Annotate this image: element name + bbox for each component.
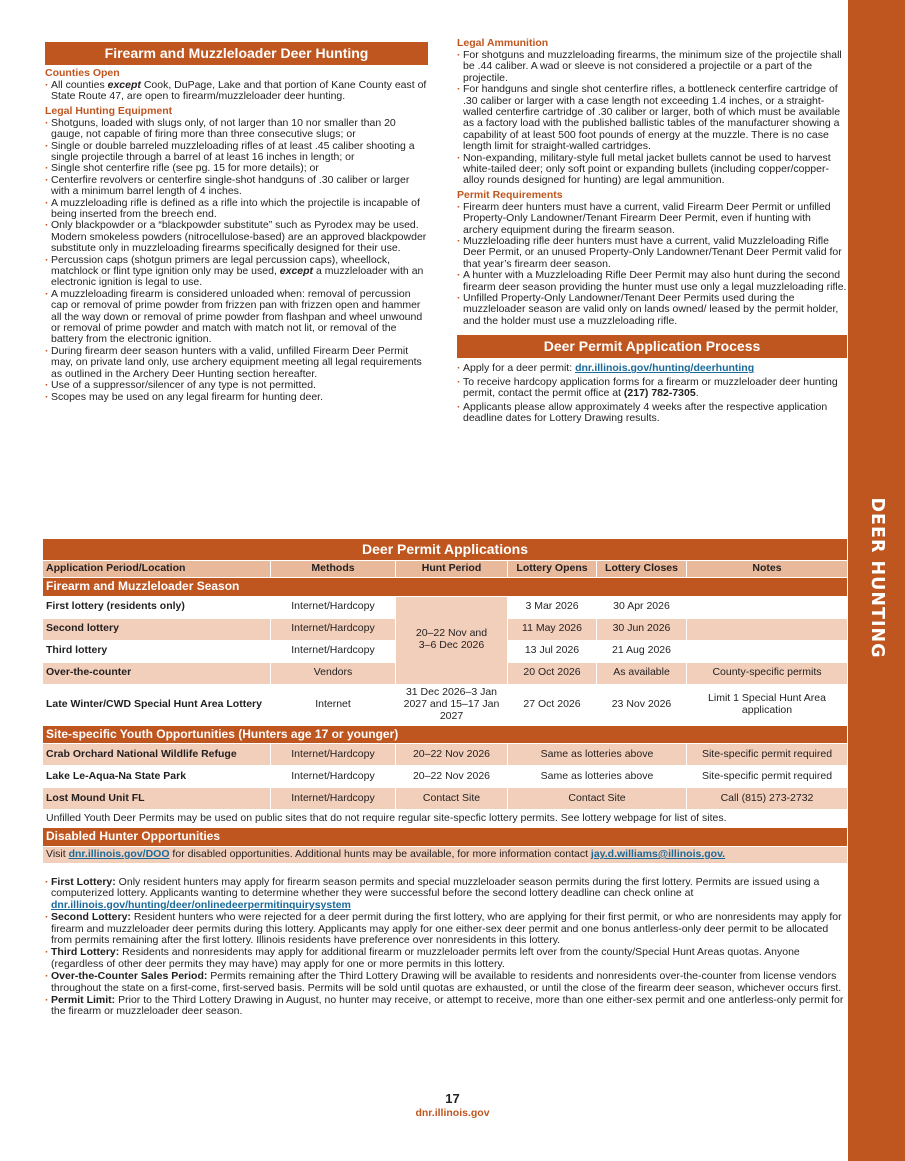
- list-item: · Apply for a deer permit: dnr.illinois.gov/hunting/deerhunting: [457, 363, 847, 374]
- table-title: Deer Permit Applications: [43, 539, 848, 561]
- left-column: [45, 42, 428, 403]
- deerhunting-link[interactable]: dnr.illinois.gov/hunting/deerhunting: [575, 362, 755, 375]
- footer: [0, 1092, 905, 1120]
- list-item: · A hunter with a Muzzleloading Rifle Deer Permit may also hunt during the second firearm deer season providing the hunter must use only a legal muzzleloading rifle.: [457, 270, 847, 293]
- list-item: · Over-the-Counter Sales Period: Permits remaining after the Third Lottery Drawing will be available to residents and nonresidents over-the-counter from license vendors throughout the state on a first-come, first-served basis. Permits will be sold until quotas are exhausted, or until the close of the firearm deer season, whichever occurs first.: [45, 971, 847, 994]
- email-link[interactable]: jay.d.williams@illinois.gov.: [590, 847, 726, 860]
- side-tab: [848, 0, 905, 1161]
- section-title-firearm: Firearm and Muzzleloader Deer Hunting: [45, 42, 428, 65]
- equipment-heading: Legal Hunting Equipment: [45, 104, 173, 117]
- lottery-details: [45, 877, 847, 1019]
- table-row: Second lottery Internet/Hardcopy 11 May 2026 30 Jun 2026: [43, 618, 848, 640]
- list-item: · Percussion caps (shotgun primers are legal percussion caps), wheellock, matchlock or flint type ignition only may be used, except a muzzleloader with an electronic ignition is legal to use.: [45, 255, 428, 289]
- list-item: · Firearm deer hunters must have a current, valid Firearm Deer Permit or unfilled Property-Only Landowner/Tenant Firearm Deer Permit, even if hunting with archery equipment during the firearm season.: [457, 202, 847, 236]
- list-item: · Shotguns, loaded with slugs only, of not larger than 10 nor smaller than 20 gauge, not capable of firing more than three consecutive slugs; or: [45, 118, 428, 141]
- table-row: Lake Le-Aqua-Na State Park Internet/Hardcopy 20–22 Nov 2026 Same as lotteries above Site-specific permit required: [43, 766, 848, 788]
- list-item: · Only blackpowder or a “blackpowder substitute” such as Pyrodex may be used. Modern smokeless powders (nitrocellulose-based) are an approved blackpowder substitute only in muzzleloading firearms specifically designed for their use.: [45, 220, 428, 254]
- table-row: Third lottery Internet/Hardcopy 13 Jul 2026 21 Aug 2026: [43, 640, 848, 662]
- list-item: · To receive hardcopy application forms for a firearm or muzzleloader deer hunting permit, contact the permit office at (217) 782-7305.: [457, 377, 847, 400]
- list-item: · A muzzleloading rifle is defined as a rifle into which the projectile is incapable of being inserted from the breech end.: [45, 198, 428, 221]
- table-row: Over-the-counter Vendors 20 Oct 2026 As available County-specific permits: [43, 662, 848, 684]
- permit-table: [42, 538, 847, 864]
- list-item: · Second Lottery: Resident hunters who were rejected for a deer permit during the first lottery, who are applying for their first permit, or who are nonresidents may apply for firearm and muzzleloader deer permits during this lottery. Applicants may apply for one either-sex deer permit and one bonus antlerless-only deer permit to be allocated from permits remaining after the first lottery. Illinois residents have preference over nonresidents in this lottery.: [45, 912, 847, 946]
- permit-heading: Permit Requirements: [457, 188, 563, 201]
- col-header: Lottery Opens: [508, 561, 597, 578]
- table-row: First lottery (residents only) Internet/Hardcopy 20–22 Nov and 3–6 Dec 2026 3 Mar 2026 30 Apr 2026: [43, 596, 848, 618]
- col-header: Hunt Period: [396, 561, 508, 578]
- col-header: Methods: [271, 561, 396, 578]
- hunt-period-shared: 20–22 Nov and 3–6 Dec 2026: [396, 596, 508, 684]
- inquiry-link[interactable]: dnr.illinois.gov/hunting/deer/onlinedeerpermitinquirysystem: [51, 898, 351, 911]
- list-item: · All counties except Cook, DuPage, Lake and that portion of Kane County east of State Route 47, are open to firearm/muzzleloader deer hunting.: [45, 80, 428, 103]
- list-item: · Non-expanding, military-style full metal jacket bullets cannot be used to harvest white-tailed deer; only soft point or expanding bullets (including copper/copper-alloy rounds designed for hunting) are legal ammunition.: [457, 153, 847, 187]
- list-item: · Single or double barreled muzzleloading rifles of at least .45 caliber shooting a single projectile through a barrel of at least 16 inches in length; or: [45, 141, 428, 164]
- page-number: 17: [445, 1091, 460, 1106]
- section-title-process: Deer Permit Application Process: [457, 335, 847, 358]
- equipment-list: [45, 118, 428, 403]
- permit-list: [457, 202, 847, 327]
- list-item: · Third Lottery: Residents and nonresidents may apply for additional firearm or muzzleloader permits left over from the county/Special Hunt Areas quotas. Anyone (regardless of other deer permits they may have) may apply for one or more permits in this lottery.: [45, 947, 847, 970]
- list-item: · Applicants please allow approximately 4 weeks after the respective application deadline dates for Lottery Drawing results.: [457, 402, 847, 425]
- doo-link[interactable]: dnr.illinois.gov/DOO: [68, 847, 170, 860]
- list-item: · Centerfire revolvers or centerfire single-shot handguns of .30 caliber or larger with a minimum barrel length of 4 inches.: [45, 175, 428, 198]
- youth-note: Unfilled Youth Deer Permits may be used on public sites that do not require regular site-specfic lottery permits. See lottery webpage for list of sites.: [43, 810, 848, 828]
- list-item: · First Lottery: Only resident hunters may apply for firearm season permits and special muzzleloader season permits during the first lottery. Permits are issued using a computerized lottery. Applicants wanting to determine whether they were successful before the second lottery deadline can check online at dnr.illinois.gov/hunting/deer/onlinedeerpermitinquirysystem: [45, 877, 847, 911]
- table-row: Lost Mound Unit FL Internet/Hardcopy Contact Site Contact Site Call (815) 273-2732: [43, 788, 848, 810]
- list-item: · Muzzleloading rifle deer hunters must have a current, valid Muzzleloading Rifle Deer Permit, or an unused Property-Only Landowner/Tenant Deer Permit valid for that year’s firearm deer season.: [457, 236, 847, 270]
- counties-heading: Counties Open: [45, 67, 120, 79]
- list-item: · Scopes may be used on any legal firearm for hunting deer.: [45, 392, 428, 403]
- footer-url: dnr.illinois.gov: [415, 1106, 490, 1119]
- list-item: · Unfilled Property-Only Landowner/Tenant Deer Permits used during the muzzleloader season are valid only on lands owned/ leased by the permit holder, and the holder must use a muzzleloading rifle.: [457, 293, 847, 327]
- list-item: · For shotguns and muzzleloading firearms, the minimum size of the projectile shall be .44 caliber. A wad or sleeve is not considered a projectile or a part of the projectile.: [457, 50, 847, 84]
- list-item: · A muzzleloading firearm is considered unloaded when: removal of percussion cap or removal of prime powder from frizzen pan with frizzen open and hammer all the way down or removal of prime powder from flashpan and wheel unwound or removal of prime powder and match with match not lit, or removal of the battery from the electronic ignition.: [45, 289, 428, 346]
- disabled-text: Visit dnr.illinois.gov/DOO for disabled opportunities. Additional hunts may be available, for more information contact jay.d.williams@illinois.gov.: [43, 846, 848, 863]
- disabled-heading: Disabled Hunter Opportunities: [43, 828, 848, 847]
- list-item: · For handguns and single shot centerfire rifles, a bottleneck centerfire cartridge of .30 caliber or larger with a case length not exceeding 1.4 inches, or a straight-walled centerfire cartridge of .30 caliber or larger, both of which must be available as a factory load with the published ballistic tables of the manufacturer showing a capability of at least 500 foot pounds of energy at the muzzle. There is no case length limit for straight-walled cartridges.: [457, 84, 847, 152]
- list-item: · During firearm deer season hunters with a valid, unfilled Firearm Deer Permit may, on private land only, use archery equipment meeting all legal requirements as outlined in the Archery Deer Hunting section hereafter.: [45, 346, 428, 380]
- right-column: [457, 38, 847, 426]
- table-row: Late Winter/CWD Special Hunt Area Lottery Internet 31 Dec 2026–3 Jan 2027 and 15–17 Jan 2027 27 Oct 2026 23 Nov 2026 Limit 1 Special Hunt Area application: [43, 684, 848, 725]
- section-youth: Site-specific Youth Opportunities (Hunters age 17 or younger): [43, 725, 848, 744]
- counties-list: [45, 80, 428, 103]
- col-header: Lottery Closes: [597, 561, 687, 578]
- ammo-heading: Legal Ammunition: [457, 37, 549, 49]
- side-tab-label: DEER HUNTING: [866, 497, 887, 659]
- process-list: [457, 363, 847, 424]
- col-header: Application Period/Location: [43, 561, 271, 578]
- list-item: · Use of a suppressor/silencer of any type is not permitted.: [45, 380, 428, 391]
- table-row: Crab Orchard National Wildlife Refuge Internet/Hardcopy 20–22 Nov 2026 Same as lotteries above Site-specific permit required: [43, 744, 848, 766]
- section-firearm-season: Firearm and Muzzleloader Season: [43, 577, 848, 596]
- ammo-list: [457, 50, 847, 187]
- list-item: · Permit Limit: Prior to the Third Lottery Drawing in August, no hunter may receive, or attempt to receive, more than one either-sex permit and one antlerless-only permit for the firearm or muzzleloader deer season.: [45, 995, 847, 1018]
- col-header: Notes: [687, 561, 848, 578]
- list-item: · Single shot centerfire rifle (see pg. 15 for more details); or: [45, 163, 428, 174]
